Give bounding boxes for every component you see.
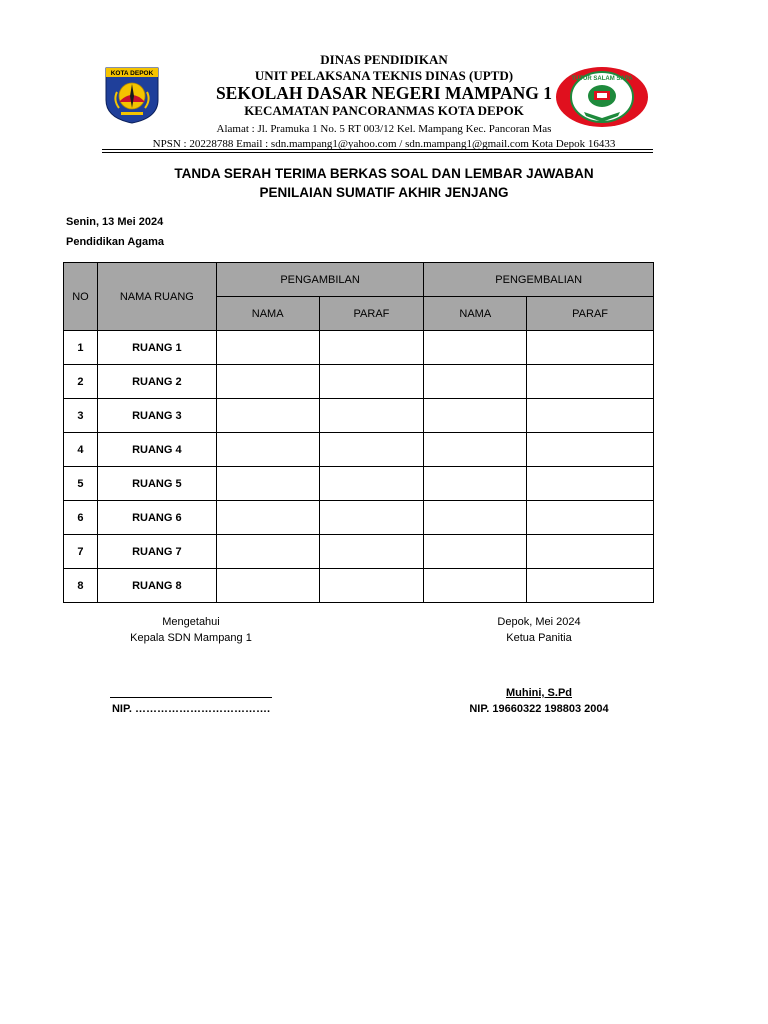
acknowledged-label: Mengetahui (162, 616, 220, 628)
row-room: RUANG 2 (97, 365, 216, 399)
pickup-initial-cell (319, 569, 424, 603)
table-row (64, 467, 654, 501)
return-initial-cell (527, 535, 654, 569)
pickup-initial-cell (319, 331, 424, 365)
table-row (64, 331, 654, 365)
row-room: RUANG 4 (97, 433, 216, 467)
return-name-cell (424, 433, 527, 467)
row-no: 6 (64, 501, 98, 535)
pickup-initial-cell (319, 433, 424, 467)
table-row (64, 433, 654, 467)
return-initial-cell (527, 399, 654, 433)
return-initial-cell (527, 467, 654, 501)
header-pickup-name: NAMA (216, 297, 319, 331)
signature-block-left (96, 614, 286, 646)
row-no: 4 (64, 433, 98, 467)
row-no: 5 (64, 467, 98, 501)
return-name-cell (424, 535, 527, 569)
handover-table (63, 262, 654, 603)
principal-signature-line (110, 697, 272, 698)
pickup-name-cell (216, 569, 319, 603)
pickup-initial-cell (319, 467, 424, 501)
table-row (64, 399, 654, 433)
return-initial-cell (527, 365, 654, 399)
row-no: 3 (64, 399, 98, 433)
principal-nip: NIP. ………………………………. (111, 703, 271, 715)
row-no: 8 (64, 569, 98, 603)
return-name-cell (424, 501, 527, 535)
unit-name: UNIT PELAKSANA TEKNIS DINAS (UPTD) (254, 68, 514, 83)
row-no: 2 (64, 365, 98, 399)
row-room: RUANG 5 (97, 467, 216, 501)
return-initial-cell (527, 331, 654, 365)
kota-depok-logo-icon (103, 66, 161, 124)
return-name-cell (424, 365, 527, 399)
pickup-name-cell (216, 535, 319, 569)
table-row (64, 365, 654, 399)
header-return: PENGEMBALIAN (424, 263, 654, 297)
letterhead-rule-thick (102, 149, 653, 150)
return-name-cell (424, 331, 527, 365)
row-no: 1 (64, 331, 98, 365)
pickup-name-cell (216, 501, 319, 535)
committee-chair-title: Ketua Panitia (506, 632, 572, 644)
pickup-name-cell (216, 433, 319, 467)
school-contact: NPSN : 20228788 Email : sdn.mampang1@yahoo.com / sdn.mampang1@gmail.com Kota Depok 16433 (152, 138, 616, 150)
row-room: RUANG 7 (97, 535, 216, 569)
exam-date: Senin, 13 Mei 2024 (66, 216, 164, 228)
return-name-cell (424, 467, 527, 501)
row-room: RUANG 3 (97, 399, 216, 433)
document-title-line2: PENILAIAN SUMATIF AKHIR JENJANG (259, 185, 509, 200)
header-no: NO (64, 263, 98, 331)
school-name: SEKOLAH DASAR NEGERI MAMPANG 1 (215, 83, 553, 103)
pickup-name-cell (216, 467, 319, 501)
row-room: RUANG 8 (97, 569, 216, 603)
pickup-name-cell (216, 365, 319, 399)
header-room-name: NAMA RUANG (97, 263, 216, 331)
exam-subject: Pendidikan Agama (66, 236, 165, 248)
pickup-name-cell (216, 331, 319, 365)
logo-left-lettering: KOTA DEPOK (110, 70, 154, 78)
school-address: Alamat : Jl. Pramuka 1 No. 5 RT 003/12 Kel. Mampang Kec. Pancoran Mas (216, 123, 552, 135)
header-pickup-initial: PARAF (319, 297, 424, 331)
header-return-initial: PARAF (527, 297, 654, 331)
header-return-name: NAMA (424, 297, 527, 331)
row-room: RUANG 6 (97, 501, 216, 535)
letterhead-rule-thin (102, 152, 653, 153)
document-title-line1: TANDA SERAH TERIMA BERKAS SOAL DAN LEMBAR JAWABAN (174, 166, 594, 181)
agency-name: DINAS PENDIDIKAN (320, 52, 448, 67)
document-title (0, 164, 768, 202)
return-initial-cell (527, 433, 654, 467)
principal-title: Kepala SDN Mampang 1 (130, 632, 252, 644)
header-pickup: PENGAMBILAN (216, 263, 424, 297)
pickup-initial-cell (319, 365, 424, 399)
pickup-initial-cell (319, 399, 424, 433)
district-name: KECAMATAN PANCORANMAS KOTA DEPOK (244, 103, 524, 118)
return-name-cell (424, 399, 527, 433)
table-row (64, 535, 654, 569)
table-row (64, 501, 654, 535)
school-logo-icon (554, 66, 650, 128)
return-name-cell (424, 569, 527, 603)
return-initial-cell (527, 501, 654, 535)
row-room: RUANG 1 (97, 331, 216, 365)
committee-chair-name: Muhini, S.Pd (506, 687, 572, 699)
place-date: Depok, Mei 2024 (497, 616, 581, 628)
pickup-initial-cell (319, 501, 424, 535)
pickup-name-cell (216, 399, 319, 433)
signature-block-right (444, 614, 634, 646)
row-no: 7 (64, 535, 98, 569)
committee-chair-nip: NIP. 19660322 198803 2004 (469, 703, 609, 715)
return-initial-cell (527, 569, 654, 603)
pickup-initial-cell (319, 535, 424, 569)
logo-right-lettering: TUTUR SALAM SAPA (571, 76, 633, 82)
table-row (64, 569, 654, 603)
